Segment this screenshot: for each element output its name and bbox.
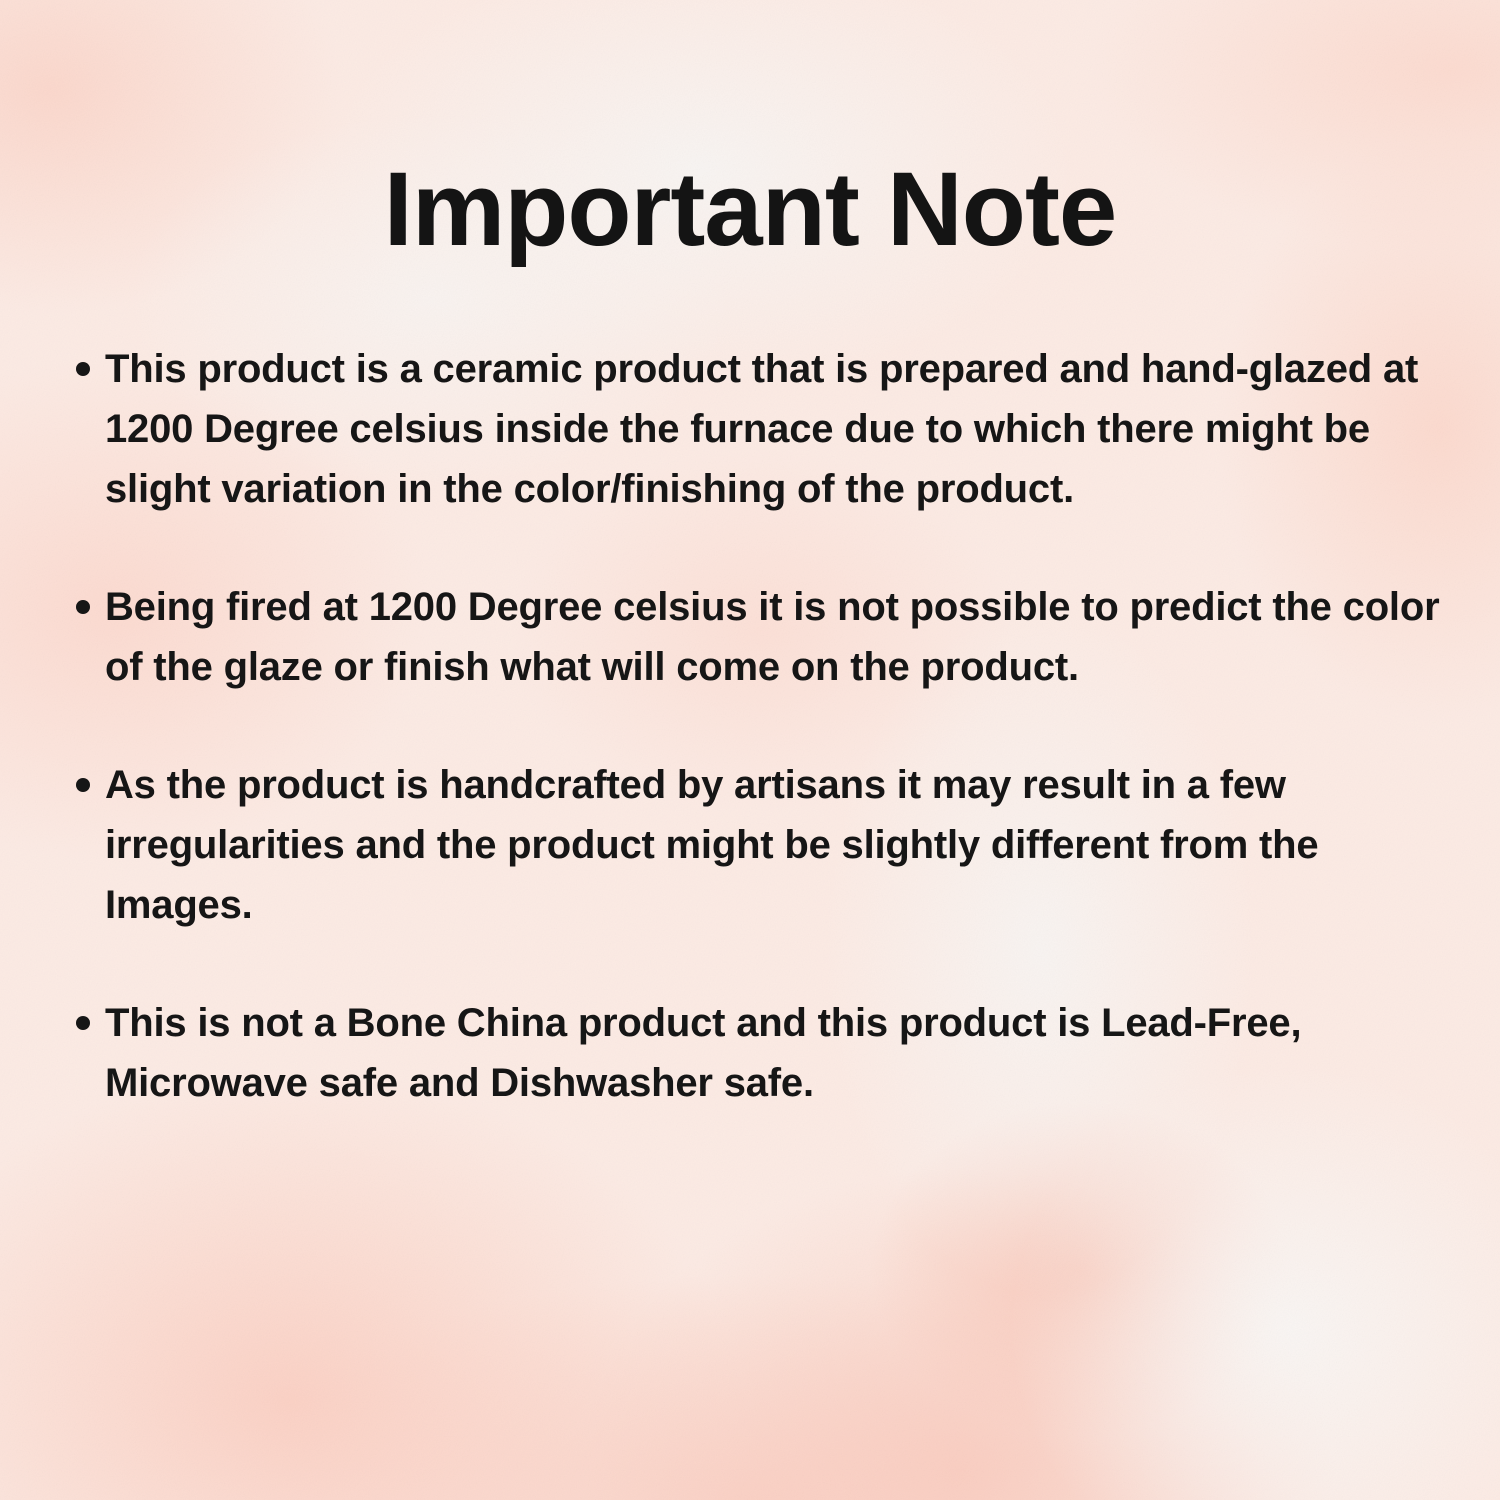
note-text: Being fired at 1200 Degree celsius it is not possible to predict the color of the glaze or finish what will come on the product. (105, 584, 1440, 689)
bullet-icon (76, 778, 90, 792)
page-title: Important Note (383, 151, 1117, 268)
note-text: This is not a Bone China product and this product is Lead-Free, Microwave safe and Dishwasher safe. (105, 1000, 1302, 1105)
note-text: This product is a ceramic product that is prepared and hand-glazed at 1200 Degree celsius inside the furnace due to which there might be slight variation in the color/finishing of the product. (105, 346, 1419, 511)
bullet-icon (76, 1016, 90, 1030)
note-content (0, 150, 1500, 1113)
note-text: As the product is handcrafted by artisans it may result in a few irregularities and the product might be slightly different from the Images. (105, 762, 1319, 927)
bullet-icon (76, 362, 90, 376)
notes-list (0, 339, 1500, 1113)
list-item (76, 993, 1460, 1113)
list-item (76, 755, 1460, 935)
bullet-icon (76, 600, 90, 614)
list-item (76, 339, 1460, 519)
list-item (76, 577, 1460, 697)
